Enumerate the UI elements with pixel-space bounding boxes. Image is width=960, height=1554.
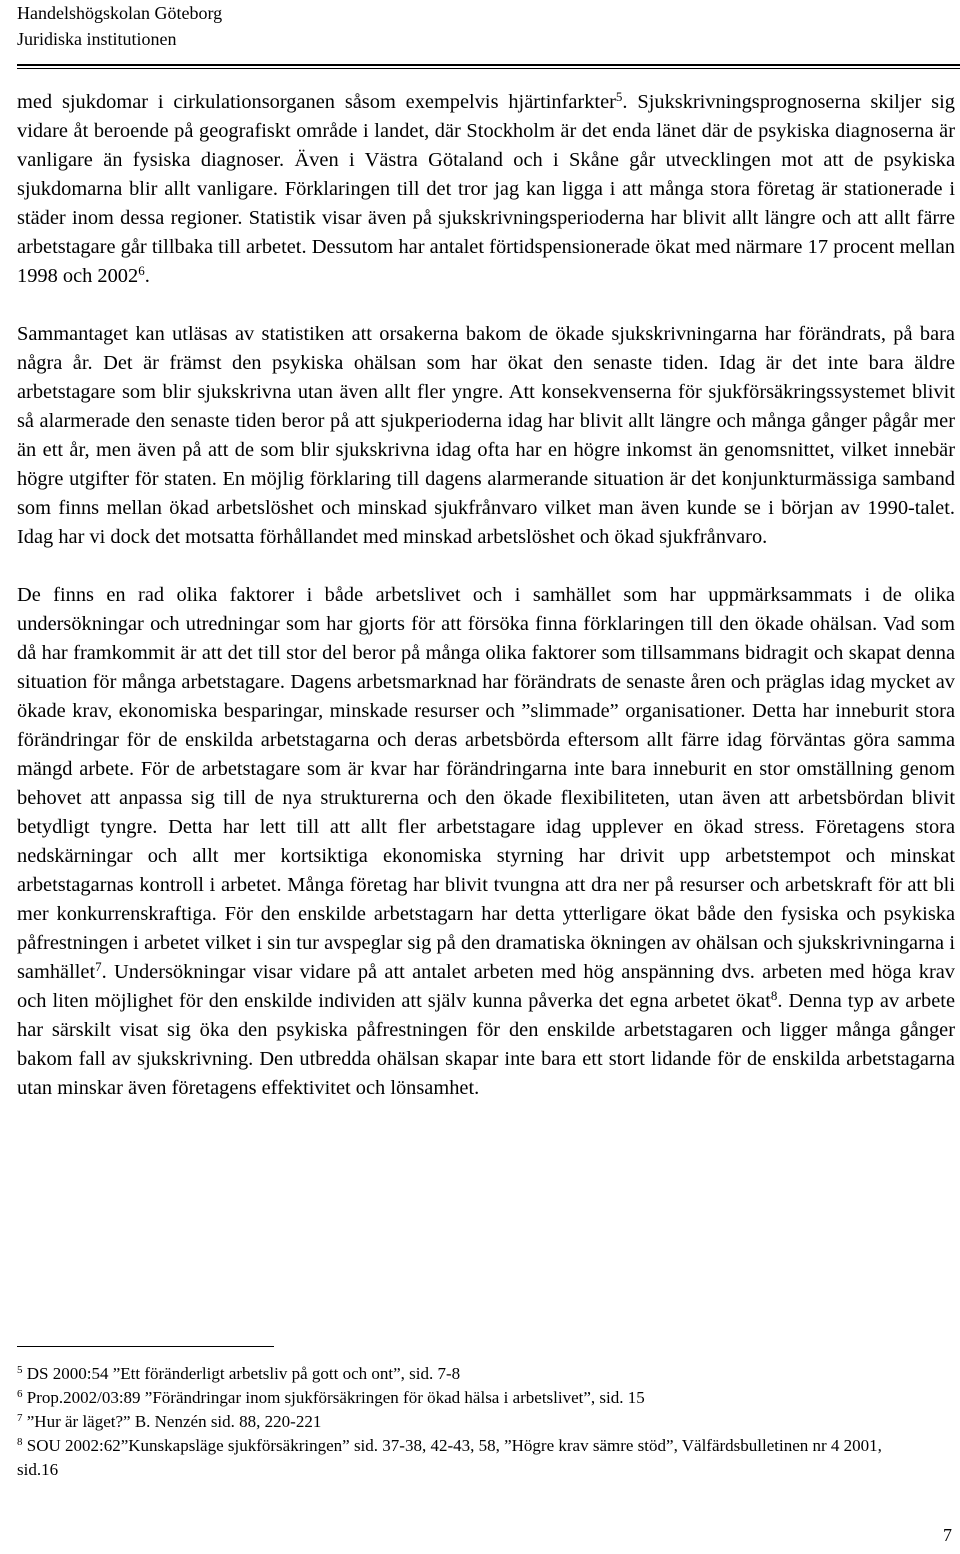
footnote-ref-5[interactable]: 5 <box>615 89 623 104</box>
paragraph-2 <box>17 320 955 552</box>
body-text <box>17 88 955 1103</box>
header-department: Juridiska institutionen <box>17 29 177 49</box>
footnote-ref-7[interactable]: 7 <box>95 959 102 974</box>
footnote-text: DS 2000:54 ”Ett föränderligt arbetsliv på gott och ont”, sid. 7-8 <box>26 1364 461 1383</box>
footnote-number: 5 <box>17 1364 23 1376</box>
footnote-separator <box>17 1346 274 1347</box>
paragraph-1 <box>17 88 955 291</box>
footnote-5 <box>17 1362 917 1386</box>
footnote-number: 7 <box>17 1412 23 1424</box>
header-rule <box>17 64 960 66</box>
paragraph-text: De finns en rad olika faktorer i både arbetslivet och i samhället som har uppmärksammats i de olika undersökningar och utredningar som har gjorts för att försöka finna förklaringen till den ökade ohälsan. Vad som då har framkommit är att det till stor del beror på många olika faktorer som tillsammans bidragit och skapat denna situation för många arbetstagare. Dagens arbetsmarknad har förändrats de senaste åren och präglas idag mycket av ökade krav, ekonomiska besparingar, minskade resurser och ”slimmade” organisationer. Detta har inneburit stora förändringar för de enskilda arbetstagarna och deras arbetsbörda eftersom allt färre idag förväntas göra samma mängd arbete. För de arbetstagare som är kvar har förändringarna inte bara inneburit en stor omställning genom behovet att anpassa sig till de nya strukturerna och den ökade flexibiliteten, utan även att arbetsbördan blivit betydligt tyngre. Detta har lett till att allt fler arbetstagare idag upplever en ökad stress. Företagens stora nedskärningar och allt mer kortsiktiga ekonomiska styrning har drivit upp arbetstempot och minskat arbetstagarnas kontroll i arbetet. Många företag har blivit tvungna att dra ner på resurser och arbetskraft för att bli mer konkurrenskraftiga. För den enskilde arbetstagarn har detta ytterligare ökat både den fysiska och psykiska påfrestningen i arbetet vilket i sin tur avspeglar sig på den dramatiska ökningen av ohälsan och sjukskrivningarna i samhället <box>17 584 955 983</box>
footnotes <box>17 1362 917 1482</box>
paragraph-text: . Undersökningar visar vidare på att antalet arbeten med hög anspänning dvs. arbeten med höga krav och liten möjlighet för den enskilde individen att själv kunna påverka det egna arbetet ökat <box>17 961 955 1012</box>
footnote-8 <box>17 1434 917 1482</box>
paragraph-text: . Denna typ av arbete har särskilt visat sig öka den psykiska påfrestningen för den enskilde arbetstagaren och ligger många gånger bakom fall av sjukskrivning. Den utbredda ohälsan skapar inte bara ett stort lidande för de enskilda arbetstagarna utan minskar även företagens effektivitet och lönsamhet. <box>17 990 956 1099</box>
footnote-6 <box>17 1386 917 1410</box>
footnote-ref-6[interactable]: 6 <box>138 263 145 278</box>
paragraph-text: Sammantaget kan utläsas av statistiken att orsakerna bakom de ökade sjukskrivningarna har förändrats, på bara några år. Det är främst den psykiska ohälsan som har ökat den senaste tiden. Idag är det inte bara äldre arbetstagare som blir sjukskrivna utan även allt fler yngre. Att konsekvenserna för sjukförsäkringssystemet blivit så alarmerade den senaste tiden beror på att sjukperioderna idag har blivit allt längre och många gånger pågår mer än ett år, men även på att de som blir sjukskrivna idag ofta har en högre inkomst än genomsnittet, vilket innebär högre utgifter för staten. En möjlig förklaring till dagens alarmerande situation är det konjunkturmässiga samband som finns mellan ökad arbetslöshet och minskad sjukfrånvaro vilket man även kunde se i början av 1990-talet. Idag har vi dock det motsatta förhållandet med minskad arbetslöshet och ökad sjukfrånvaro. <box>17 323 955 548</box>
footnote-number: 8 <box>17 1436 23 1448</box>
footnote-7 <box>17 1410 917 1434</box>
footnote-number: 6 <box>17 1388 23 1400</box>
footnote-text: SOU 2002:62”Kunskapsläge sjukförsäkringen” sid. 37-38, 42-43, 58, ”Högre krav sämre stöd”, Välfärdsbulletinen nr 4 2001, sid.16 <box>17 1436 882 1479</box>
footnote-text: ”Hur är läget?” B. Nenzén sid. 88, 220-221 <box>26 1412 322 1431</box>
header-school: Handelshögskolan Göteborg <box>17 3 223 23</box>
paragraph-3 <box>17 581 955 1103</box>
paragraph-text: . <box>144 265 150 287</box>
header-rule-thin <box>17 68 960 69</box>
paragraph-text: med sjukdomar i cirkulationsorganen såsom exempelvis hjärtinfarkter <box>17 91 616 113</box>
page-number: 7 <box>943 1525 952 1545</box>
paragraph-text: . Sjukskrivningsprognoserna skiljer sig vidare åt beroende på geografiskt område i landet, där Stockholm är det enda länet där de psykiska diagnoserna är vanligare än fysiska diagnoser. Även i Västra Götaland och i Skåne går utvecklingen mot att de psykiska sjukdomarna blir allt vanligare. Förklaringen till det tror jag kan ligga i att många stora företag är stationerade i städer inom dessa regioner. Statistik visar även på sjukskrivningsperioderna har blivit allt längre och att allt färre arbetstagare går tillbaka till arbetet. Dessutom har antalet förtidspensionerade ökat med närmare 17 procent mellan 1998 och 2002 <box>17 91 955 287</box>
page-header <box>17 0 947 52</box>
footnote-ref-8[interactable]: 8 <box>770 988 778 1003</box>
footnote-text: Prop.2002/03:89 ”Förändringar inom sjukförsäkringen för ökad hälsa i arbetslivet”, sid. 15 <box>26 1388 645 1407</box>
